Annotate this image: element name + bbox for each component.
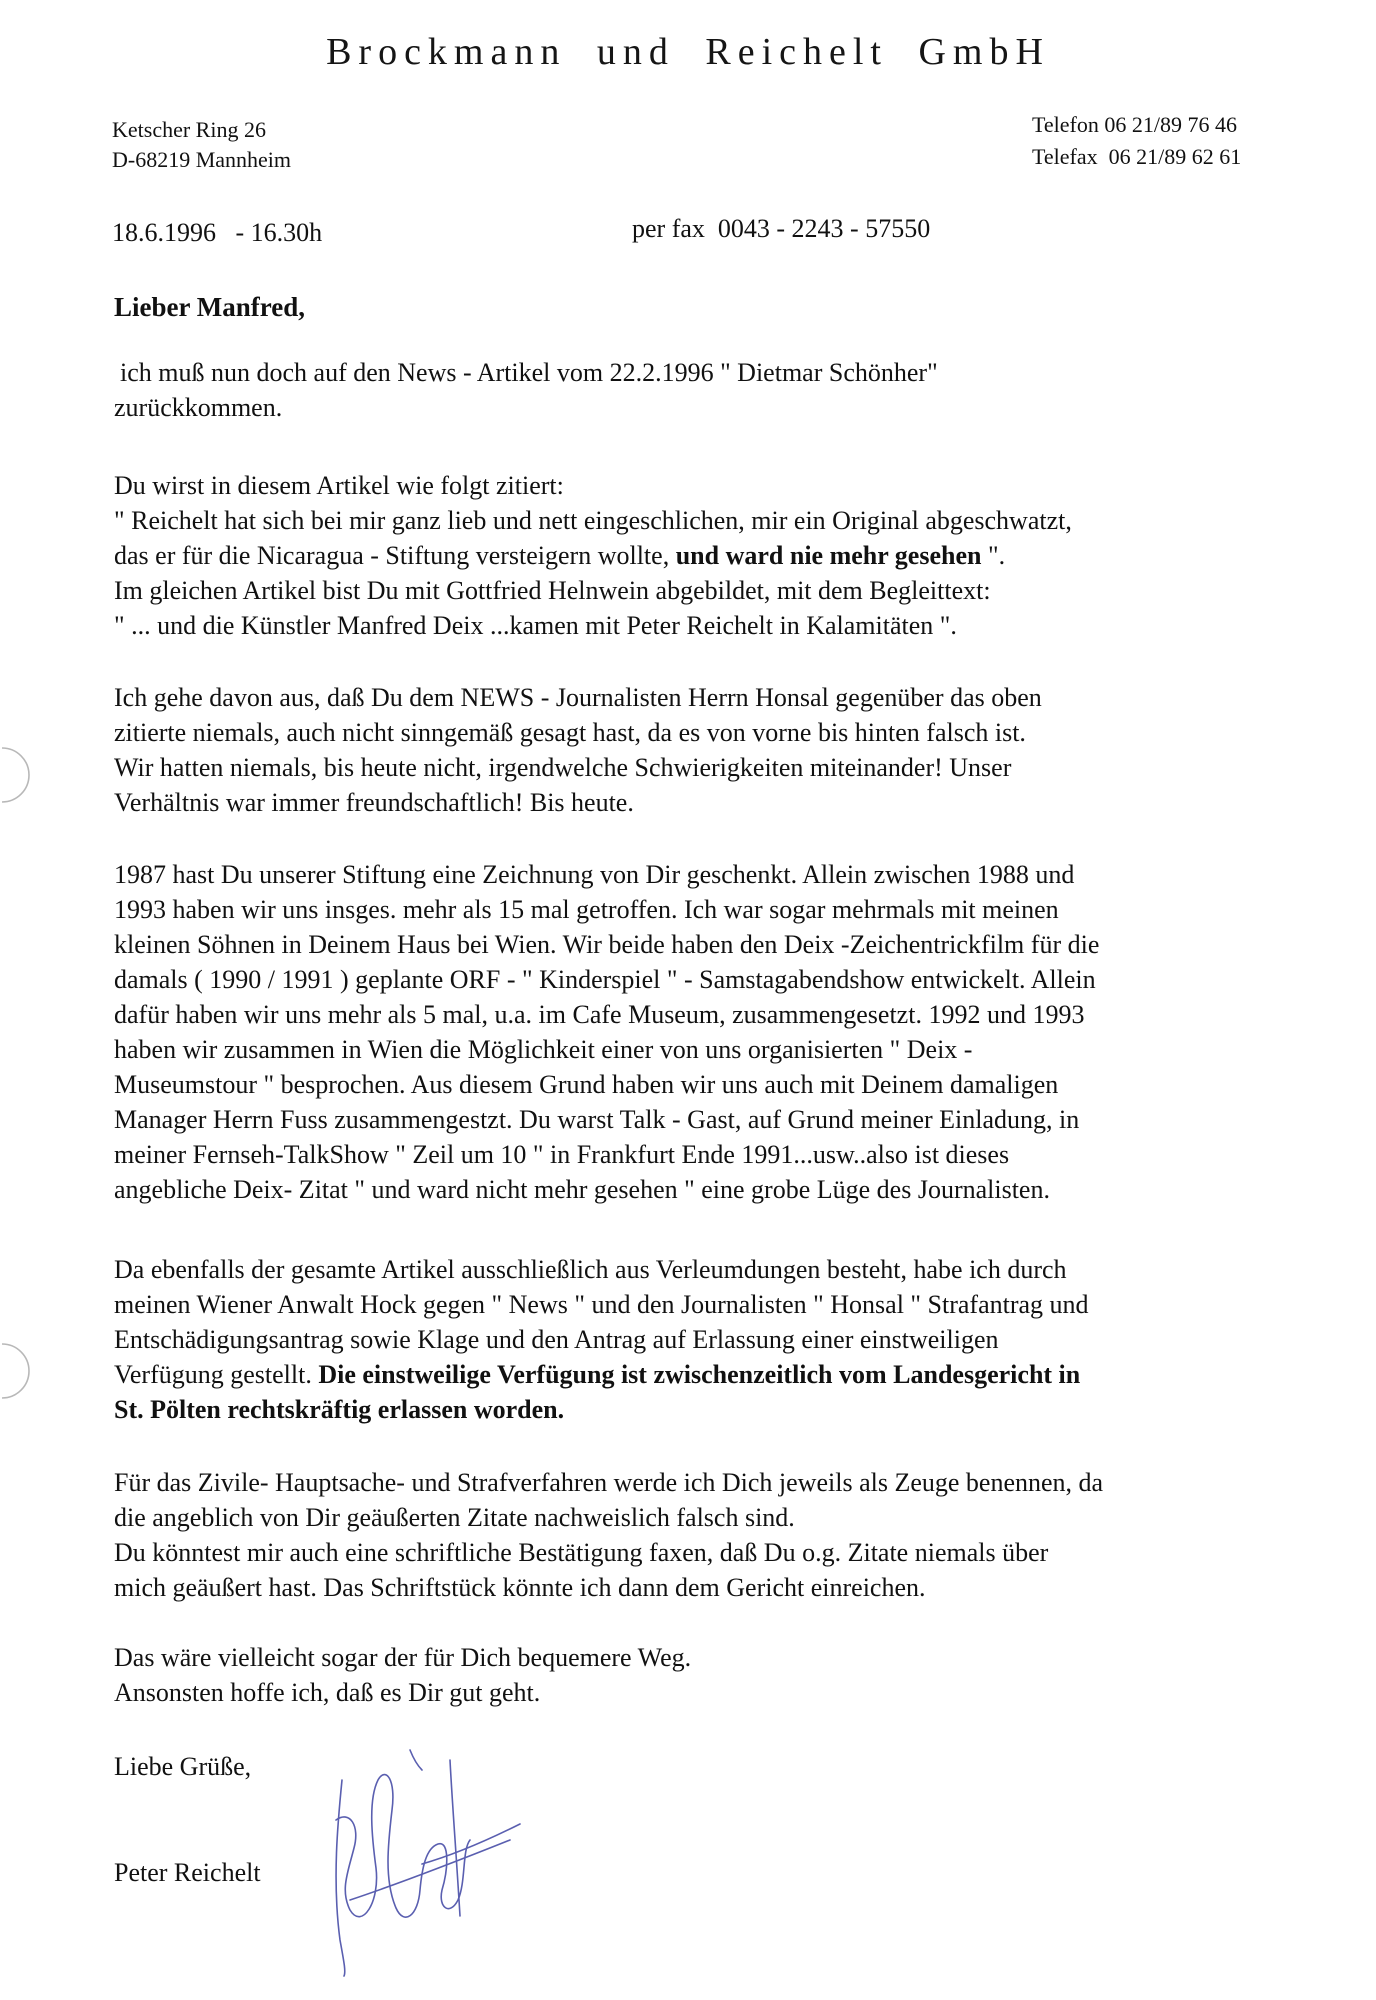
text-line: zitierte niemals, auch nicht sinngemäß gesagt hast, da es von vorne bis hinten falsch ist.	[114, 718, 1026, 747]
text-line: kleinen Söhnen in Deinem Haus bei Wien. Wir beide haben den Deix -Zeichentrickfilm für die	[114, 930, 1100, 959]
text-span: ".	[981, 541, 1006, 570]
bold-statement: St. Pölten rechtskräftig erlassen worden.	[114, 1395, 565, 1424]
text-line	[114, 1357, 1294, 1392]
text-span: das er für die Nicaragua - Stiftung versteigern wollte,	[114, 541, 676, 570]
paragraph-2	[114, 468, 1294, 643]
fax-destination: per fax 0043 - 2243 - 57550	[632, 214, 931, 243]
fax-number: Telefax 06 21/89 62 61	[1032, 144, 1242, 169]
street: Ketscher Ring 26	[112, 117, 266, 142]
text-line: zurückkommen.	[114, 393, 283, 422]
text-line: Da ebenfalls der gesamte Artikel ausschließlich aus Verleumdungen besteht, habe ich durch	[114, 1255, 1067, 1284]
paragraph-6	[114, 1465, 1294, 1605]
paragraph-7	[114, 1640, 1294, 1710]
signer-name: Peter Reichelt	[114, 1858, 261, 1887]
signature-scribble-icon	[310, 1740, 540, 1980]
company-name: Brockmann und Reichelt GmbH	[326, 31, 1050, 73]
date-time: 18.6.1996 - 16.30h	[112, 218, 323, 247]
city: D-68219 Mannheim	[112, 147, 292, 172]
text-line: ich muß nun doch auf den News - Artikel vom 22.2.1996 " Dietmar Schönher"	[120, 358, 938, 387]
phone-number: Telefon 06 21/89 76 46	[1032, 112, 1237, 137]
closing: Liebe Grüße,	[114, 1752, 252, 1781]
text-line: Ich gehe davon aus, daß Du dem NEWS - Journalisten Herrn Honsal gegenüber das oben	[114, 683, 1042, 712]
sender-address	[112, 115, 291, 175]
text-line: Verhältnis war immer freundschaftlich! Bis heute.	[114, 788, 634, 817]
punch-hole-top-icon	[0, 744, 42, 806]
paragraph-1	[114, 355, 1300, 425]
text-line: " Reichelt hat sich bei mir ganz lieb und nett eingeschlichen, mir ein Original abgeschwatzt,	[114, 506, 1072, 535]
paragraph-3	[114, 680, 1294, 820]
text-line: Wir hatten niemals, bis heute nicht, irgendwelche Schwierigkeiten miteinander! Unser	[114, 753, 1012, 782]
text-line: 1993 haben wir uns insges. mehr als 15 mal getroffen. Ich war sogar mehrmals mit meinen	[114, 895, 1059, 924]
text-line: Du wirst in diesem Artikel wie folgt zitiert:	[114, 471, 564, 500]
text-line: mich geäußert hast. Das Schriftstück könnte ich dann dem Gericht einreichen.	[114, 1573, 926, 1602]
text-line: meinen Wiener Anwalt Hock gegen " News " und den Journalisten " Honsal " Strafantrag und	[114, 1290, 1089, 1319]
text-line: haben wir zusammen in Wien die Möglichkeit einer von uns organisierten " Deix -	[114, 1035, 973, 1064]
text-line: meiner Fernseh-TalkShow " Zeil um 10 " in Frankfurt Ende 1991...usw..also ist dieses	[114, 1140, 1010, 1169]
bold-statement: Die einstweilige Verfügung ist zwischenzeitlich vom Landesgericht in	[318, 1360, 1081, 1389]
text-line: Für das Zivile- Hauptsache- und Strafverfahren werde ich Dich jeweils als Zeuge benennen, da	[114, 1468, 1104, 1497]
text-line: Das wäre vielleicht sogar der für Dich bequemere Weg.	[114, 1643, 692, 1672]
text-line: Ansonsten hoffe ich, daß es Dir gut geht.	[114, 1678, 541, 1707]
salutation: Lieber Manfred,	[114, 292, 305, 322]
text-line: Du könntest mir auch eine schriftliche Bestätigung faxen, daß Du o.g. Zitate niemals über	[114, 1538, 1049, 1567]
paragraph-4	[114, 857, 1294, 1207]
text-line: die angeblich von Dir geäußerten Zitate nachweislich falsch sind.	[114, 1503, 795, 1532]
text-line: Museumstour " besprochen. Aus diesem Grund haben wir uns auch mit Deinem damaligen	[114, 1070, 1059, 1099]
text-line: " ... und die Künstler Manfred Deix ...kamen mit Peter Reichelt in Kalamitäten ".	[114, 611, 957, 640]
punch-hole-bottom-icon	[0, 1340, 42, 1402]
bold-quote: und ward nie mehr gesehen	[675, 541, 982, 570]
text-span: Verfügung gestellt.	[114, 1360, 319, 1389]
paragraph-5	[114, 1252, 1294, 1427]
text-line	[114, 538, 1294, 573]
text-line: angebliche Deix- Zitat " und ward nicht mehr gesehen " eine grobe Lüge des Journalisten.	[114, 1175, 1050, 1204]
text-line: Entschädigungsantrag sowie Klage und den Antrag auf Erlassung einer einstweiligen	[114, 1325, 999, 1354]
text-line: Im gleichen Artikel bist Du mit Gottfried Helnwein abgebildet, mit dem Begleittext:	[114, 576, 991, 605]
text-line: dafür haben wir uns mehr als 5 mal, u.a. im Cafe Museum, zusammengesetzt. 1992 und 1993	[114, 1000, 1085, 1029]
text-line: Manager Herrn Fuss zusammengestzt. Du warst Talk - Gast, auf Grund meiner Einladung, in	[114, 1105, 1080, 1134]
text-line: damals ( 1990 / 1991 ) geplante ORF - " Kinderspiel " - Samstagabendshow entwickelt. Allein	[114, 965, 1096, 994]
text-line: 1987 hast Du unserer Stiftung eine Zeichnung von Dir geschenkt. Allein zwischen 1988 und	[114, 860, 1075, 889]
contact-numbers	[1032, 109, 1241, 173]
